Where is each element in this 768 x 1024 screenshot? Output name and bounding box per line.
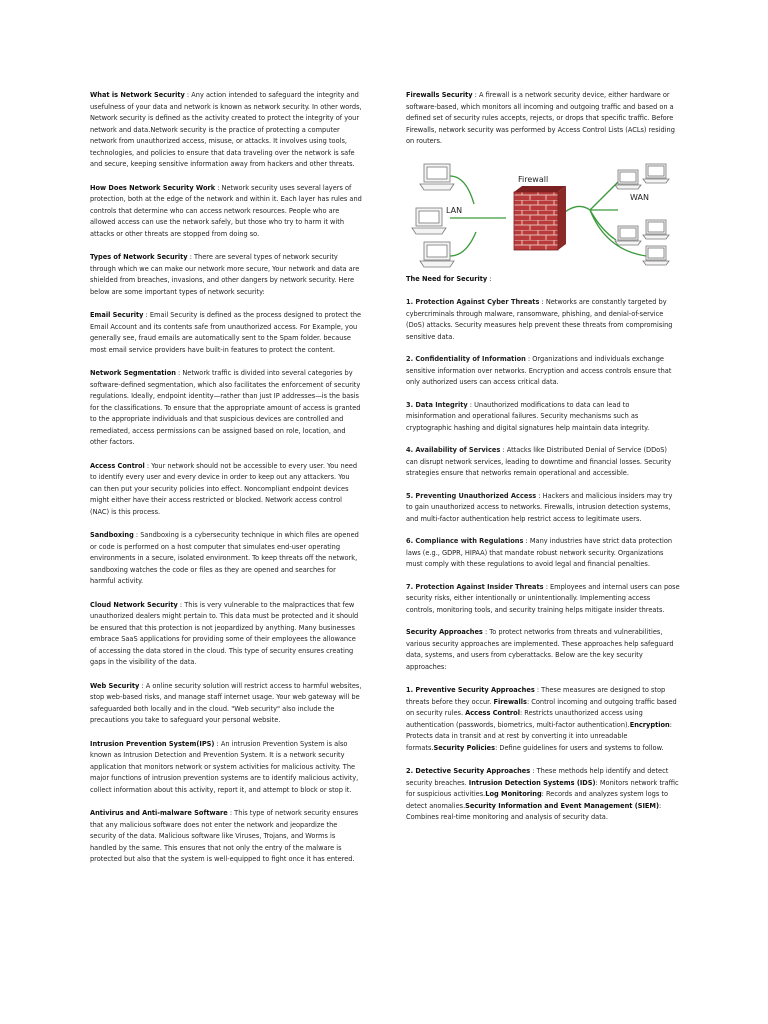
heading: 2. Confidentiality of Information (406, 355, 526, 363)
body-text: Protects data in transit and at rest by converting it into unreadable formats. (406, 732, 628, 752)
section-types: Types of Network Security : There are several types of network security through which we can make our network more secure, Your network and data are shielded from breaches, invasions, and other dangers by network security. Here below are some important types of network security: (90, 253, 360, 296)
need-item: 6. Compliance with Regulations : Many industries have strict data protection laws (e.g., GDPR, HIPAA) that mandate robust network security. Organizations must comply with these regulations to avoid legal and financial penalties. (406, 537, 673, 568)
lan-computer-icon (412, 208, 446, 234)
heading: Types of Network Security (90, 253, 188, 261)
body-text: Unauthorized modifications to data can lead to misinformation and operational failures. Security mechanisms such as cryptographic hashing and digital signatures help maintain data integrity. (406, 400, 650, 432)
heading: Sandboxing (90, 531, 134, 539)
body-text: To protect networks from threats and vulnerabilities, various security approaches are implemented. These approaches help safeguard data, systems, and users from cyberattacks. Below are the key security approaches: (406, 628, 674, 671)
firewall-network-diagram (406, 160, 672, 268)
need-item: 4. Availability of Services : Attacks like Distributed Denial of Service (DDoS) can disrupt network services, leading to downtime and financial losses. Security strategies ensure that networks remain operational and accessible. (406, 446, 672, 477)
heading: 2. Detective Security Approaches (406, 767, 531, 775)
lan-computer-icon (420, 242, 454, 267)
section-detective: 2. Detective Security Approaches : These methods help identify and detect security breaches. Intrusion Detection Systems (IDS): Monitors network traffic for suspicious activities.Log Monitoring: Records and analyzes system logs to detect anomalies.Security Information and Event Management (SIEM): Combines real-time monitoring and analysis of security data. (406, 767, 679, 821)
section-ips: Intrusion Prevention System(IPS) : An intrusion Prevention System is also known as Intrusion Detection and Prevention System. It is a network security application that monitors network or system activities for malicious activity. The major functions of intrusion prevention systems are to identify malicious activity, collect information about this activity, report it, and attempt to block or stop it. (90, 739, 359, 794)
heading: 3. Data Integrity (406, 400, 468, 409)
need-item: 1. Protection Against Cyber Threats : Networks are constantly targeted by cybercriminals through malware, ransomware, phishing, and denial-of-service (DoS) attacks. Security measures help prevent these threats from compromising sensitive data. (406, 298, 673, 341)
section-email: Email Security : Email Security is defined as the process designed to protect the Email Account and its contents safe from unauthorized access. For Example, you generally see, fraud emails are automatically sent to the Spam folder. because most email service providers have built-in features to protect the content. (90, 311, 362, 354)
need-item: 3. Data Integrity : Unauthorized modifications to data can lead to misinformation and operational failures. Security mechanisms such as cryptographic hashing and digital signatures help maintain data integrity. (406, 400, 650, 432)
section-firewalls: Firewalls Security : A firewall is a network security device, either hardware or software-based, which monitors all incoming and outgoing traffic and based on a defined set of security rules accepts, rejects, or drops that specific traffic. Before Firewalls, network security was performed by Access Control Lists (ACLs) residing on routers. (406, 91, 675, 145)
body-text: Network traffic is divided into several categories by software-defined segmentation, which also facilitates the enforcement of security regulations. Ideally, endpoint identity—rather than just IP addresses—is the basis for the classifications. To ensure that the appropriate amount of access is granted to the appropriate individuals and that suspicious devices are controlled and remediated, access permissions can be assigned based on role, location, and other factors. (90, 369, 361, 446)
heading: Intrusion Prevention System(IPS) (90, 739, 215, 748)
heading: Access Control (90, 461, 145, 470)
heading: Firewalls Security (406, 91, 473, 99)
body-text: Email Security is defined as the process designed to protect the Email Account and its contents safe from unauthorized access. For Example, you generally see, fraud emails are automatically sent to the Spam folder. because most email service providers have built-in features to protect the content. (90, 311, 362, 354)
heading: Cloud Network Security (90, 600, 178, 609)
firewall-label: Firewall (518, 174, 549, 184)
body-text: Records and analyzes system logs to detect anomalies. (406, 790, 668, 810)
body-text: This type of network security ensures that any malicious software does not enter the network and jeopardize the security of the data. Malicious software like Viruses, Trojans, and Worms is handled by the same. This ensures that not only the entry of the malware is protected but also that the system is well-equipped to fight once it has entered. (90, 809, 359, 863)
body-text: Define guidelines for users and systems to follow. (499, 743, 664, 752)
lan-computer-icon (420, 164, 454, 190)
heading: Web Security (90, 681, 140, 690)
need-item: 2. Confidentiality of Information : Organizations and individuals exchange sensitive information over networks. Encryption and access controls ensure that only authorized users can access critical data. (406, 355, 672, 386)
section-web: Web Security : A online security solution will restrict access to harmful websites, stop web-based risks, and manage staff internet usage. Your web gateway will be safeguarded both locally and in the cloud. "Web security" also include the precautions you take to safeguard your personal website. (90, 681, 362, 724)
body-text: These measures are designed to stop threats before they occur. (406, 686, 666, 706)
wan-computer-icon (615, 170, 641, 189)
section-approaches: Security Approaches : To protect networks from threats and vulnerabilities, various security approaches are implemented. These approaches help safeguard data, systems, and users from cyberattacks. Below are the key security approaches: (406, 628, 674, 671)
body-text: Monitors network traffic for suspicious activities. (406, 778, 679, 798)
wan-label: WAN (630, 192, 649, 202)
term-label: Encryption (629, 720, 670, 729)
heading: How Does Network Security Work (90, 183, 216, 192)
body-text: A online security solution will restrict access to harmful websites, stop web-based risks, and manage staff internet usage. Your web gateway will be safeguarded both locally and in the cloud. "Web security" also include the precautions you take to safeguard your personal website. (90, 681, 362, 724)
body-text: Control incoming and outgoing traffic based on security rules. (406, 697, 677, 717)
heading: Network Segmentation (90, 369, 176, 377)
body-text: Sandboxing is a cybersecurity technique in which files are opened or code is performed on a host computer that simulates end-user operating environments in a secure, isolated environment. To keep threats off the network, sandboxing watches the code or files as they are opened and searches for harmful activity. (90, 531, 359, 585)
left-column (90, 90, 362, 878)
wan-computer-icon (643, 246, 669, 265)
need-heading-line: The Need for Security : (406, 274, 492, 283)
heading: 6. Compliance with Regulations (406, 537, 524, 545)
term-label: Access Control (465, 709, 520, 717)
heading: Email Security (90, 311, 144, 319)
body-text: Organizations and individuals exchange sensitive information over networks. Encryption and access controls ensure that only authorized users can access critical data. (406, 355, 672, 386)
heading: 7. Protection Against Insider Threats (406, 582, 544, 591)
section-antivirus: Antivirus and Anti-malware Software : This type of network security ensures that any malicious software does not enter the network and jeopardize the security of the data. Malicious software like Viruses, Trojans, and Worms is handled by the same. This ensures that not only the entry of the malware is protected but also that the system is well-equipped to fight once it has entered. (90, 809, 359, 863)
firewall-wall (514, 186, 566, 250)
heading: 1. Protection Against Cyber Threats (406, 298, 540, 306)
body-text: Your network should not be accessible to every user. You need to identify every user and every device in order to keep out any attackers. You can then put your security policies into effect. Noncompliant endpoint devices might either have their access restricted or blocked. Network access control (NAC) is this process. (90, 461, 358, 516)
need-item: 5. Preventing Unauthorized Access : Hackers and malicious insiders may try to gain unauthorized access to networks. Firewalls, intrusion detection systems, and multi-factor authentication help restrict access to legitimate users. (406, 491, 673, 523)
body-text: Attacks like Distributed Denial of Service (DDoS) can disrupt network services, leading to downtime and financial losses. Security strategies ensure that networks remain operational and accessible. (406, 446, 672, 477)
section-preventive: 1. Preventive Security Approaches : These measures are designed to stop threats before they occur. Firewalls: Control incoming and outgoing traffic based on security rules. Access Control: Restricts unauthorized access using authentication (passwords, biometrics, multi-factor authentication).Encryption: Protects data in transit and at rest by converting it into unreadable formats.Security Policies: Define guidelines for users and systems to follow. (406, 686, 677, 752)
body-text: Networks are constantly targeted by cybercriminals through malware, ransomware, phishing, and denial-of-service (DoS) attacks. Security measures help prevent these threats from compromising sensitive data. (406, 298, 673, 341)
section-how-works: How Does Network Security Work : Network security uses several layers of protection, both at the edge of the network and within it. Each layer has rules and controls that determine who can access network resources. People who are allowed access can use the network safely, but those who try to harm it with attacks or other threats are stopped from doing so. (90, 183, 362, 238)
heading: Security Approaches (406, 628, 483, 636)
right-column (406, 90, 680, 836)
body-text: Many industries have strict data protection laws (e.g., GDPR, HIPAA) that mandate robust network security. Organizations must comply with these regulations to avoid legal and financial penalties. (406, 537, 673, 568)
body-text: Any action intended to safeguard the integrity and usefulness of your data and network is known as network security. In other words, Network security is defined as the activity created to protect the integrity of your network and data.Network security is the practice of protecting a computer network from unauthorized access, misuse, or attacks. It involves using tools, technologies, and policies to ensure that data traveling over the network is safe and secure, keeping sensitive information away from hackers and other threats. (90, 91, 362, 168)
section-what-is: What is Network Security : Any action intended to safeguard the integrity and usefulness of your data and network is known as network security. In other words, Network security is defined as the activity created to protect the integrity of your network and data.Network security is the practice of protecting a computer network from unauthorized access, misuse, or attacks. It involves using tools, technologies, and policies to ensure that data traveling over the network is safe and secure, keeping sensitive information away from hackers and other threats. (90, 91, 362, 168)
body-text: Employees and internal users can pose security risks, either intentionally or unintentionally. Implementing access controls, monitoring tools, and security training helps mitigate insider threats. (406, 582, 680, 614)
term-label: Firewalls (493, 697, 527, 706)
body-text: A firewall is a network security device, either hardware or software-based, which monitors all incoming and outgoing traffic and based on a defined set of security rules accepts, rejects, or drops that specific traffic. Before Firewalls, network security was performed by Access Control Lists (ACLs) residing on routers. (406, 91, 675, 145)
section-cloud: Cloud Network Security : This is very vulnerable to the malpractices that few unauthorized dealers might pertain to. This data must be protected and it should be ensured that this protection is not jeopardized by anything. Many businesses embrace SaaS applications for providing some of their employees the allowance of accessing the data stored in the cloud. This type of security ensures creating gaps in the visibility of the data. (90, 600, 359, 666)
body-text: Restricts unauthorized access using authentication (passwords, biometrics, multi-factor authentication). (406, 709, 643, 729)
term-label: Intrusion Detection Systems (IDS) (468, 778, 596, 787)
term-label: Log Monitoring (485, 790, 542, 798)
body-text: These methods help identify and detect security breaches. (406, 767, 669, 787)
body-text: This is very vulnerable to the malpractices that few unauthorized dealers might pertain to. This data must be protected and it should be ensured that this protection is not jeopardized by anything. Many businesses embrace SaaS applications for providing some of their employees the allowance of accessing the data stored in the cloud. This type of security ensures creating gaps in the visibility of the data. (90, 600, 359, 666)
heading: What is Network Security (90, 91, 185, 99)
term-label: Security Information and Event Management (SIEM) (465, 801, 660, 810)
section-sandboxing: Sandboxing : Sandboxing is a cybersecurity technique in which files are opened or code is performed on a host computer that simulates end-user operating environments in a secure, isolated environment. To keep threats off the network, sandboxing watches the code or files as they are opened and searches for harmful activity. (90, 531, 359, 585)
heading: 4. Availability of Services (406, 446, 501, 454)
wan-computer-icon (615, 226, 641, 245)
section-segmentation: Network Segmentation : Network traffic is divided into several categories by software-defined segmentation, which also facilitates the enforcement of security regulations. Ideally, endpoint identity—rather than just IP addresses—is the basis for the classifications. To ensure that the appropriate amount of access is granted to the appropriate individuals and that suspicious devices are controlled and remediated, access permissions can be assigned based on role, location, and other factors. (90, 369, 361, 446)
body-text: Hackers and malicious insiders may try to gain unauthorized access to networks. Firewalls, intrusion detection systems, and multi-factor authentication help restrict access to legitimate users. (406, 491, 673, 523)
body-text: Combines real-time monitoring and analysis of security data. (406, 813, 608, 821)
wan-computer-icon (643, 164, 669, 183)
heading: 5. Preventing Unauthorized Access (406, 491, 537, 500)
wan-computer-icon (643, 220, 669, 239)
heading: 1. Preventive Security Approaches (406, 686, 535, 694)
body-text: An intrusion Prevention System is also known as Intrusion Detection and Prevention System. It is a network security application that monitors network or system activities for malicious activity. The major functions of intrusion prevention systems are to identify malicious activity, collect information about this activity, report it, and attempt to block or stop it. (90, 739, 359, 794)
term-label: Security Policies (433, 743, 496, 752)
need-item: 7. Protection Against Insider Threats : Employees and internal users can pose security risks, either intentionally or unintentionally. Implementing access controls, monitoring tools, and security training helps mitigate insider threats. (406, 582, 680, 614)
body-text: Network security uses several layers of protection, both at the edge of the network and within it. Each layer has rules and controls that determine who can access network resources. People who are allowed access can use the network safely, but those who try to harm it with attacks or other threats are stopped from doing so. (90, 183, 362, 238)
body-text: There are several types of network security through which we can make our network more secure, Your network and data are shielded from breaches, invasions, and other dangers by network security. Here below are some important types of network security: (90, 253, 360, 296)
section-access-control: Access Control : Your network should not be accessible to every user. You need to identify every user and every device in order to keep out any attackers. You can then put your security policies into effect. Noncompliant endpoint devices might either have their access restricted or blocked. Network access control (NAC) is this process. (90, 461, 358, 516)
heading: The Need for Security (406, 274, 488, 283)
heading: Antivirus and Anti-malware Software (90, 809, 228, 817)
lan-label: LAN (446, 205, 463, 215)
